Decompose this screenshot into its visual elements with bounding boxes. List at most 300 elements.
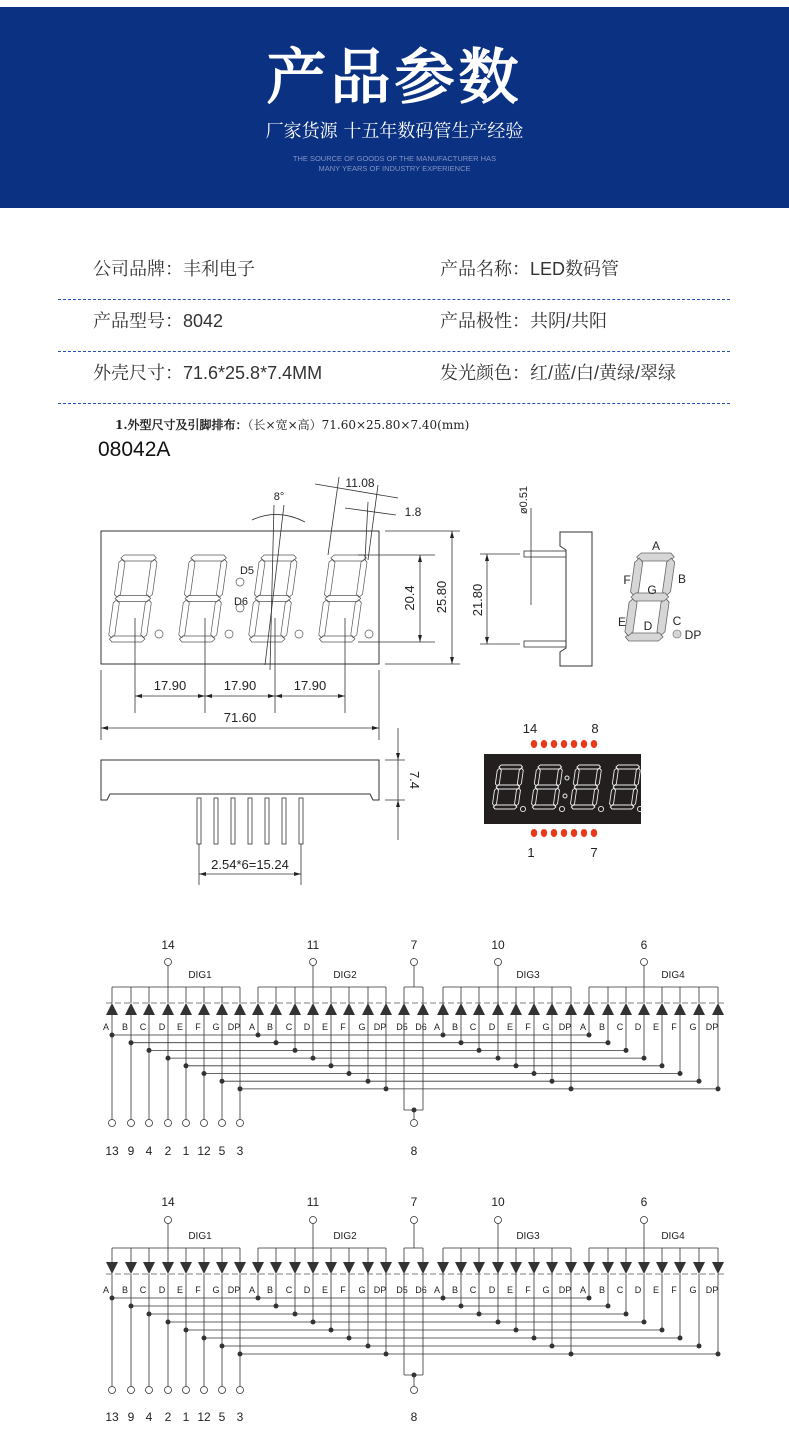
segment xyxy=(280,600,291,638)
dimension-line xyxy=(450,531,454,664)
segment xyxy=(662,558,675,596)
diode-icon xyxy=(125,1262,137,1274)
segment xyxy=(184,559,195,597)
length-label: 71.60 xyxy=(223,710,257,725)
arrow-head xyxy=(418,635,422,642)
colon-dot-d5 xyxy=(236,578,244,586)
segment-label-b: B xyxy=(677,572,687,586)
segment xyxy=(140,600,151,638)
diode-icon xyxy=(289,1003,301,1015)
segment-label: DP xyxy=(558,1285,572,1295)
segment-label: G xyxy=(542,1285,550,1295)
diode-icon xyxy=(602,1003,614,1015)
diode-icon xyxy=(234,1262,246,1274)
segment-label: D xyxy=(488,1022,496,1032)
segment-label: B xyxy=(598,1285,606,1295)
segment-label: G xyxy=(689,1285,697,1295)
diode-icon xyxy=(712,1003,724,1015)
segment-label: C xyxy=(285,1285,293,1295)
segment-pin-number: 1 xyxy=(182,1410,190,1424)
segment-pin-terminal xyxy=(165,1120,172,1127)
bottom-pin-dot xyxy=(541,829,547,837)
segment-pin-number: 13 xyxy=(105,1144,119,1158)
pin-pitch-label: 2.54*6=15.24 xyxy=(211,857,289,872)
pin xyxy=(214,798,218,844)
dimension-line xyxy=(485,554,489,644)
diode-icon xyxy=(398,1003,410,1015)
segment-map-dp xyxy=(673,630,681,638)
thickness-label: 7.4 xyxy=(407,770,422,790)
bottom-pin-dot xyxy=(581,829,587,837)
segment-label: A xyxy=(433,1022,441,1032)
segment-label: F xyxy=(525,1285,531,1295)
decimal-point xyxy=(295,630,303,638)
segment-label: E xyxy=(506,1022,514,1032)
common-pin-terminal xyxy=(310,1217,317,1224)
arrow-head xyxy=(396,753,400,760)
arrow-head xyxy=(135,694,142,698)
arrow-head xyxy=(275,694,282,698)
segment-pin-number: 12 xyxy=(197,1410,211,1424)
arrow-head xyxy=(205,694,212,698)
section-heading-title: 1.外型尺寸及引脚排布： xyxy=(115,418,248,432)
spec-value: 共阴/共阳 xyxy=(530,311,608,331)
diode-icon xyxy=(455,1003,467,1015)
segment-label: DP xyxy=(705,1285,719,1295)
spec-value: 红/蓝/白/黄绿/翠绿 xyxy=(530,363,677,383)
segment-label: A xyxy=(248,1285,256,1295)
side-body-outline xyxy=(560,532,592,666)
pin xyxy=(265,798,269,844)
segment-label: A xyxy=(102,1285,110,1295)
diode-icon xyxy=(492,1262,504,1274)
segment-label: D xyxy=(634,1285,642,1295)
diode-icon xyxy=(656,1262,668,1274)
segment-label: F xyxy=(340,1022,346,1032)
segment-label: C xyxy=(616,1285,624,1295)
pitch-label: 17.90 xyxy=(223,678,257,693)
d6-label: D6 xyxy=(233,596,249,608)
segment-label: DP xyxy=(373,1022,387,1032)
common-pin-terminal xyxy=(641,1217,648,1224)
diode-icon xyxy=(455,1262,467,1274)
segment-label-dp: DP xyxy=(684,628,702,642)
segment-label: DP xyxy=(705,1022,719,1032)
diode-icon xyxy=(638,1262,650,1274)
bottom-pin-dot xyxy=(571,829,577,837)
segment-label: G xyxy=(212,1022,220,1032)
led-module-illustration xyxy=(484,721,643,860)
segment-pin-terminal xyxy=(128,1120,135,1127)
segment-label: D xyxy=(158,1285,166,1295)
height-label: 25.80 xyxy=(434,580,449,614)
diode-icon xyxy=(162,1003,174,1015)
colon-pin-number: 8 xyxy=(410,1410,418,1424)
diode-icon xyxy=(546,1003,558,1015)
segment-pin-number: 1 xyxy=(182,1144,190,1158)
common-pin-terminal xyxy=(165,1217,172,1224)
diode-icon xyxy=(602,1262,614,1274)
arrow-head xyxy=(268,694,275,698)
segment-label-g: G xyxy=(647,583,657,597)
segment-label: E xyxy=(652,1022,660,1032)
segment xyxy=(216,559,227,597)
segment-label: DP xyxy=(558,1022,572,1032)
common-pin-terminal xyxy=(495,1217,502,1224)
pin xyxy=(299,798,303,844)
common-pin-number: 14 xyxy=(161,1195,175,1209)
diode-icon xyxy=(252,1003,264,1015)
diode-icon xyxy=(143,1262,155,1274)
segment-pin-number: 2 xyxy=(164,1144,172,1158)
segment-label: D xyxy=(158,1022,166,1032)
diode-icon xyxy=(656,1003,668,1015)
digit-group-label: DIG1 xyxy=(188,970,212,981)
dimension-line xyxy=(418,555,422,642)
segment-label-c: C xyxy=(672,614,682,628)
top-pin-dot xyxy=(541,740,547,748)
segment-pin-terminal xyxy=(219,1120,226,1127)
segment-pin-terminal xyxy=(146,1120,153,1127)
spec-label: 产品名称： xyxy=(440,259,530,280)
diode-icon xyxy=(289,1262,301,1274)
diode-icon xyxy=(473,1003,485,1015)
arrow-head xyxy=(450,531,454,538)
segment xyxy=(178,600,189,638)
segment-label: C xyxy=(139,1022,147,1032)
segment-label: A xyxy=(579,1285,587,1295)
colon-pin-number: 8 xyxy=(410,1144,418,1158)
segment xyxy=(318,600,329,638)
pin-7-label: 7 xyxy=(590,845,598,860)
segment-pin-terminal xyxy=(237,1387,244,1394)
pin-1-label: 1 xyxy=(527,845,535,860)
segment xyxy=(190,555,226,561)
colon-label: D5 xyxy=(396,1285,408,1295)
segment-label: A xyxy=(579,1022,587,1032)
segment xyxy=(324,559,335,597)
diode-icon xyxy=(510,1003,522,1015)
section-heading-detail: （长×宽×高）71.60×25.80×7.40(mm) xyxy=(247,418,470,432)
segment-label-a: A xyxy=(651,539,661,553)
pitch-label: 17.90 xyxy=(293,678,327,693)
digit-group-label: DIG3 xyxy=(516,1231,540,1242)
digit-group-label: DIG4 xyxy=(661,970,685,981)
spec-label: 公司品牌： xyxy=(93,259,183,280)
colon-pin-terminal xyxy=(411,1387,418,1394)
extension-line xyxy=(368,485,378,560)
segment-label: DP xyxy=(373,1285,387,1295)
diode-icon xyxy=(674,1003,686,1015)
pin-diameter-label: ø0.51 xyxy=(518,485,530,515)
segment xyxy=(210,600,221,638)
segment-label: C xyxy=(469,1285,477,1295)
decimal-point xyxy=(155,630,163,638)
segment-label: E xyxy=(176,1022,184,1032)
segment-pin-number: 2 xyxy=(164,1410,172,1424)
segment-pin-number: 12 xyxy=(197,1144,211,1158)
diode-icon xyxy=(638,1003,650,1015)
arrow-head xyxy=(199,872,206,876)
segment-label: D xyxy=(303,1022,311,1032)
segment-label: D xyxy=(634,1022,642,1032)
model-code: 08042A xyxy=(98,438,171,461)
segment-pin-number: 9 xyxy=(127,1144,135,1158)
diode-icon xyxy=(362,1262,374,1274)
diode-icon xyxy=(162,1262,174,1274)
segment-label: B xyxy=(598,1022,606,1032)
common-pin-number: 10 xyxy=(491,1195,505,1209)
dimension-line xyxy=(101,726,379,730)
segment xyxy=(185,596,221,602)
segment xyxy=(108,600,119,638)
common-pin-terminal xyxy=(495,959,502,966)
segment-label: F xyxy=(195,1022,201,1032)
diode-icon xyxy=(473,1262,485,1274)
bottom-body-outline xyxy=(101,760,379,800)
dimension-line xyxy=(205,694,275,698)
segment-label: B xyxy=(451,1285,459,1295)
arrow-head xyxy=(485,554,489,561)
pin-14-label: 14 xyxy=(522,721,538,736)
segment-label: E xyxy=(321,1285,329,1295)
banner-english-line-1: THE SOURCE OF GOODS OF THE MANUFACTURER HAS xyxy=(292,154,497,163)
diode-icon xyxy=(510,1262,522,1274)
diode-icon xyxy=(343,1003,355,1015)
side-view xyxy=(470,486,592,666)
segment-label-d: D xyxy=(643,619,653,633)
arrow-head xyxy=(338,694,345,698)
diode-icon xyxy=(307,1003,319,1015)
spec-label: 外壳尺寸： xyxy=(93,363,183,384)
segment-label: C xyxy=(285,1022,293,1032)
segment xyxy=(115,596,151,602)
common-pin-number: 6 xyxy=(640,1195,648,1209)
segment-label: E xyxy=(506,1285,514,1295)
segment-pin-terminal xyxy=(165,1387,172,1394)
spec-label: 产品型号： xyxy=(93,311,183,332)
diode-icon xyxy=(362,1003,374,1015)
arrow-head xyxy=(396,800,400,807)
segment xyxy=(356,559,367,597)
segment-pin-number: 4 xyxy=(145,1144,153,1158)
segment-label: G xyxy=(689,1022,697,1032)
common-pin-number: 7 xyxy=(410,1195,418,1209)
spec-label: 发光颜色： xyxy=(440,363,530,384)
diode-icon xyxy=(583,1262,595,1274)
segment-pin-terminal xyxy=(109,1387,116,1394)
colon-label: D6 xyxy=(415,1285,427,1295)
segment-label: B xyxy=(266,1022,274,1032)
segment-label: E xyxy=(652,1285,660,1295)
arrow-head xyxy=(450,657,454,664)
common-pin-terminal xyxy=(310,959,317,966)
spec-value: 71.6*25.8*7.4MM xyxy=(183,363,323,383)
segment-pin-number: 3 xyxy=(236,1144,244,1158)
bottom-pin-dot xyxy=(591,829,597,837)
segment-label: B xyxy=(121,1285,129,1295)
diode-icon xyxy=(674,1262,686,1274)
segment-pin-terminal xyxy=(183,1120,190,1127)
diode-icon xyxy=(143,1003,155,1015)
arrow-head xyxy=(372,726,379,730)
segment xyxy=(120,555,156,561)
diode-icon xyxy=(620,1262,632,1274)
pin xyxy=(248,798,252,844)
diode-icon xyxy=(325,1262,337,1274)
pin-8-label: 8 xyxy=(591,721,599,736)
segment-pin-terminal xyxy=(146,1387,153,1394)
segment xyxy=(624,598,637,636)
bottom-pin-dot xyxy=(561,829,567,837)
digit-outline xyxy=(318,555,368,642)
diode-icon xyxy=(270,1262,282,1274)
segment xyxy=(248,600,259,638)
segment-label: G xyxy=(212,1285,220,1295)
segment-label: D xyxy=(303,1285,311,1295)
segment-label: F xyxy=(671,1022,677,1032)
segment-pin-number: 3 xyxy=(236,1410,244,1424)
arrow-head xyxy=(485,637,489,644)
diode-icon xyxy=(693,1003,705,1015)
digit-group-label: DIG3 xyxy=(516,970,540,981)
segment-label: G xyxy=(542,1022,550,1032)
decimal-point xyxy=(225,630,233,638)
diode-icon xyxy=(106,1262,118,1274)
digit-outline xyxy=(108,555,158,642)
diode-icon xyxy=(380,1003,392,1015)
digit-height-label: 20.4 xyxy=(402,585,417,611)
angle-label: 8° xyxy=(273,491,285,503)
page-title: 产品参数 xyxy=(266,43,523,113)
diode-icon xyxy=(565,1003,577,1015)
pin-row-spacing-label: 21.80 xyxy=(470,583,485,617)
segment xyxy=(249,636,285,642)
segment xyxy=(319,636,355,642)
digit-group-label: DIG2 xyxy=(333,1231,357,1242)
bottom-pin-dot xyxy=(551,829,557,837)
diode-icon xyxy=(583,1003,595,1015)
common-pin-terminal xyxy=(411,1217,418,1224)
segment xyxy=(114,559,125,597)
extension-line xyxy=(328,477,339,555)
segment-pin-terminal xyxy=(128,1387,135,1394)
segment-pin-number: 5 xyxy=(218,1410,226,1424)
diode-icon xyxy=(712,1262,724,1274)
front-view xyxy=(101,476,460,740)
diode-icon xyxy=(528,1262,540,1274)
diode-icon xyxy=(437,1003,449,1015)
diode-icon xyxy=(234,1003,246,1015)
segment-label: DP xyxy=(227,1022,241,1032)
segment-pin-terminal xyxy=(219,1387,226,1394)
segment-label: D xyxy=(488,1285,496,1295)
segment-label: E xyxy=(321,1022,329,1032)
d5-label: D5 xyxy=(239,565,255,577)
segment-label-e: E xyxy=(617,615,627,629)
diode-icon xyxy=(546,1262,558,1274)
colon-label: D6 xyxy=(415,1022,427,1032)
pin xyxy=(282,798,286,844)
diode-icon xyxy=(437,1262,449,1274)
segment-label: E xyxy=(176,1285,184,1295)
segment-pin-number: 9 xyxy=(127,1410,135,1424)
pin xyxy=(231,798,235,844)
segment xyxy=(330,555,366,561)
common-pin-number: 14 xyxy=(161,938,175,952)
dim-11-08-label: 11.08 xyxy=(345,476,375,490)
segment-label: B xyxy=(266,1285,274,1295)
diode-icon xyxy=(343,1262,355,1274)
diode-icon xyxy=(620,1003,632,1015)
segment-label: DP xyxy=(227,1285,241,1295)
top-pin-dot xyxy=(591,740,597,748)
segment-label: G xyxy=(358,1022,366,1032)
segment-label: A xyxy=(248,1022,256,1032)
segment-pin-terminal xyxy=(183,1387,190,1394)
diode-icon xyxy=(180,1003,192,1015)
segment-pin-terminal xyxy=(237,1120,244,1127)
segment-label: F xyxy=(195,1285,201,1295)
segment-pin-number: 5 xyxy=(218,1144,226,1158)
spec-label: 产品极性： xyxy=(440,311,530,332)
diode-icon xyxy=(180,1262,192,1274)
diode-icon xyxy=(307,1262,319,1274)
segment xyxy=(260,555,296,561)
segment-pin-number: 13 xyxy=(105,1410,119,1424)
common-pin-number: 6 xyxy=(640,938,648,952)
diode-icon xyxy=(106,1003,118,1015)
bottom-view xyxy=(101,728,422,885)
vertical-axis-line xyxy=(270,505,274,670)
diode-icon xyxy=(528,1003,540,1015)
diode-icon xyxy=(417,1003,429,1015)
arrow-head xyxy=(198,694,205,698)
side-pin xyxy=(524,641,566,647)
angle-arc xyxy=(252,514,305,522)
segment xyxy=(656,598,669,636)
dim-1-8-label: 1.8 xyxy=(404,505,422,519)
diode-icon xyxy=(492,1003,504,1015)
diode-icon xyxy=(565,1262,577,1274)
side-pin xyxy=(524,551,566,557)
dimension-line xyxy=(275,694,345,698)
segment xyxy=(350,600,361,638)
decimal-point xyxy=(365,630,373,638)
segment-pin-terminal xyxy=(201,1387,208,1394)
spec-value: 8042 xyxy=(183,311,224,331)
dimension-line xyxy=(199,872,301,876)
common-pin-number: 10 xyxy=(491,938,505,952)
digit-group-label: DIG2 xyxy=(333,970,357,981)
digit-outline xyxy=(178,555,228,642)
diode-icon xyxy=(198,1262,210,1274)
diode-icon xyxy=(216,1003,228,1015)
diode-icon xyxy=(693,1262,705,1274)
spec-value: 丰利电子 xyxy=(183,259,255,279)
top-pin-dot xyxy=(571,740,577,748)
arrow-head xyxy=(101,726,108,730)
dimension-line xyxy=(345,508,396,515)
banner-subtitle: 厂家货源 十五年数码管生产经验 xyxy=(265,121,524,142)
arrow-head xyxy=(418,555,422,562)
segment-map xyxy=(618,539,701,642)
segment-pin-terminal xyxy=(201,1120,208,1127)
pin xyxy=(197,798,201,844)
tilt-line xyxy=(265,505,284,665)
diode-icon xyxy=(417,1262,429,1274)
diode-icon xyxy=(198,1003,210,1015)
